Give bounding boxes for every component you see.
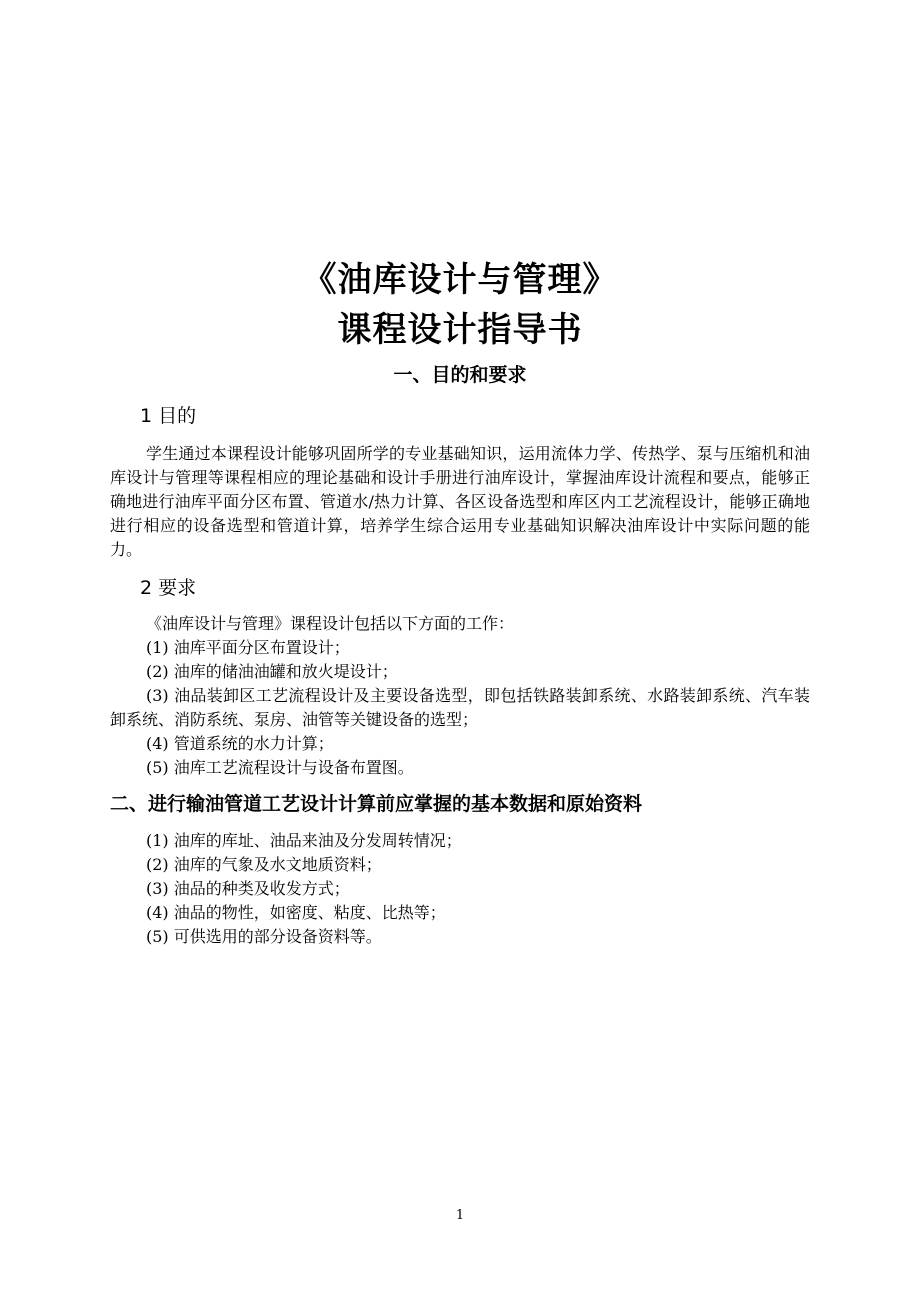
list-item: (5) 油库工艺流程设计与设备布置图。 bbox=[146, 758, 414, 777]
document-title-line1: 《油库设计与管理》 bbox=[302, 260, 618, 300]
requirements-list bbox=[110, 612, 810, 780]
page-number: 1 bbox=[455, 1208, 465, 1223]
section2-heading: 二、进行输油管道工艺设计计算前应掌握的基本数据和原始资料 bbox=[110, 793, 643, 815]
list-item: (4) 管道系统的水力计算； bbox=[146, 734, 334, 753]
list-item: (4) 油品的物性，如密度、粘度、比热等； bbox=[146, 903, 446, 922]
document-title-line2: 课程设计指导书 bbox=[337, 310, 583, 350]
list-item: (3) 油品装卸区工艺流程设计及主要设备选型，即包括铁路装卸系统、水路装卸系统、汽车装卸系统、消防系统、泵房、油管等关键设备的选型； bbox=[110, 686, 810, 729]
basic-data-list bbox=[110, 829, 810, 949]
purpose-section bbox=[110, 442, 810, 562]
list-item: (3) 油品的种类及收发方式； bbox=[146, 879, 350, 898]
list-item: (5) 可供选用的部分设备资料等。 bbox=[146, 927, 382, 946]
list-item: (2) 油库的储油油罐和放火堤设计； bbox=[146, 662, 398, 681]
section1-heading: 一、目的和要求 bbox=[393, 364, 527, 386]
requirements-intro: 《油库设计与管理》课程设计包括以下方面的工作： bbox=[146, 614, 515, 633]
purpose-paragraph: 学生通过本课程设计能够巩固所学的专业基础知识，运用流体力学、传热学、泵与压缩机和油库设计与管理等课程相应的理论基础和设计手册进行油库设计，掌握油库设计流程和要点，能够正确地进行油库平面分区布置、管道水/热力计算、各区设备选型和库区内工艺流程设计，能够正确地进行相应的设备选型和管道计算，培养学生综合运用专业基础知识解决油库设计中实际问题的能力。 bbox=[110, 444, 810, 559]
requirements-heading: 2 要求 bbox=[140, 577, 197, 599]
list-item: (1) 油库平面分区布置设计； bbox=[146, 638, 350, 657]
list-item: (1) 油库的库址、油品来油及分发周转情况； bbox=[146, 831, 462, 850]
list-item: (2) 油库的气象及水文地质资料； bbox=[146, 855, 382, 874]
purpose-heading: 1 目的 bbox=[140, 405, 197, 427]
